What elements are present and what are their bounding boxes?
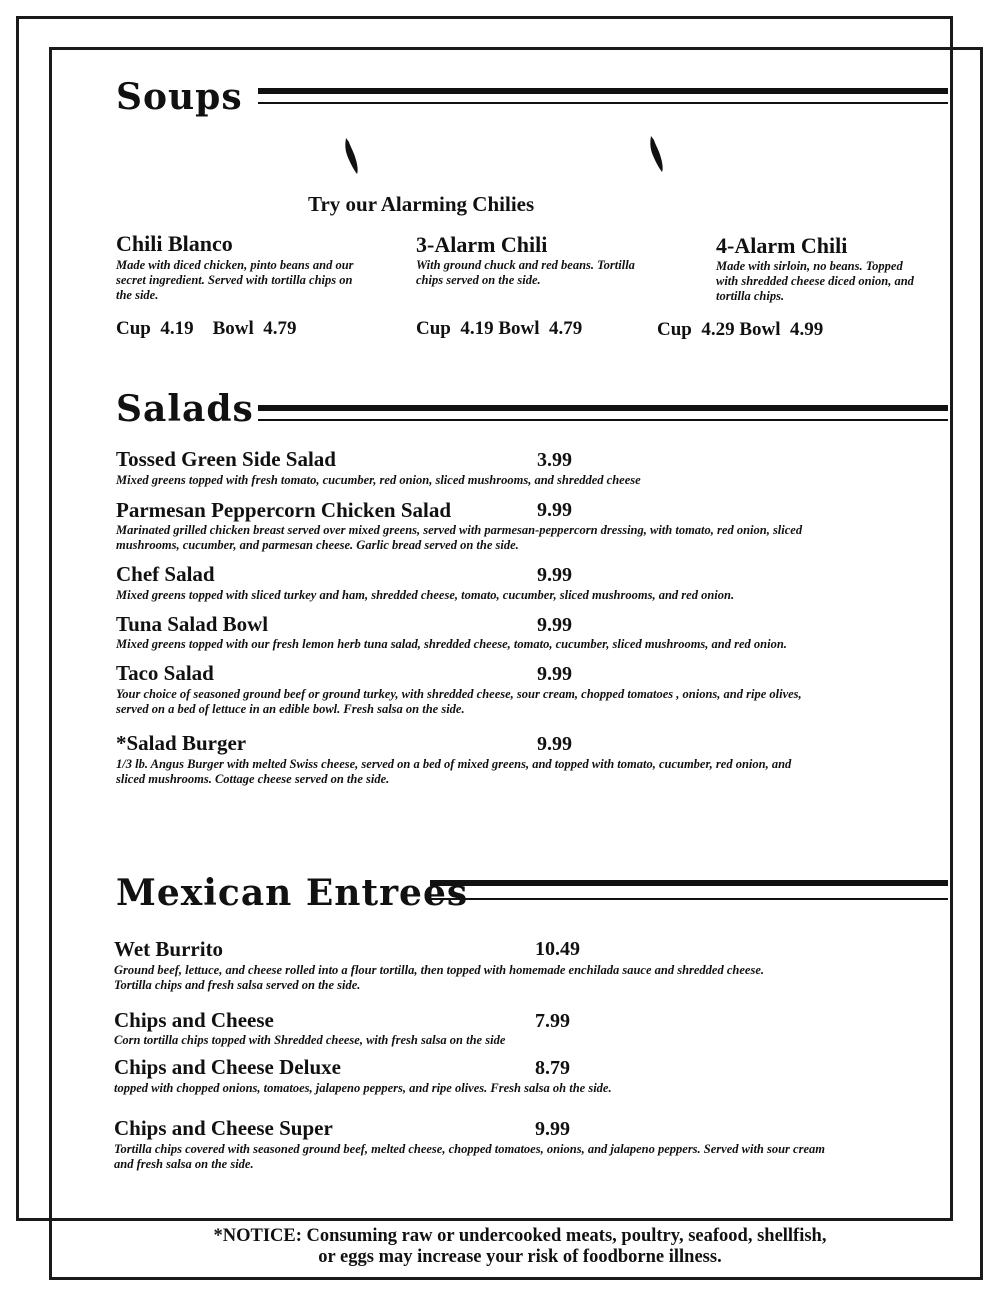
menu-item-name: Chips and Cheese Super — [114, 1116, 333, 1140]
chili-pepper-icon — [340, 136, 362, 176]
menu-item-description: Your choice of seasoned ground beef or ground turkey, with shredded cheese, sour cream, chopped tomatoes , onions, and ripe olives, served on a bed of lettuce in an edible bowl. Fresh salsa on the side. — [116, 687, 802, 716]
menu-item-description: Mixed greens topped with fresh tomato, cucumber, red onion, sliced mushrooms, and shredded cheese — [116, 473, 641, 487]
menu-item-price: 7.99 — [535, 1010, 570, 1032]
menu-item-description: Ground beef, lettuce, and cheese rolled into a flour tortilla, then topped with homemade enchilada sauce and shredded cheese. Tortilla chips and fresh salsa served on the side. — [114, 963, 764, 992]
mexican-entrees-heading: Mexican Entrees — [116, 872, 469, 914]
soups-rule-thick — [258, 88, 948, 94]
chili-pepper-icon — [645, 134, 667, 174]
menu-item-price: 3.99 — [537, 449, 572, 471]
menu-item-description: Made with diced chicken, pinto beans and our secret ingredient. Served with tortilla chips on the side. — [116, 258, 354, 302]
menu-item-price: 9.99 — [537, 499, 572, 521]
menu-item-description: Tortilla chips covered with seasoned ground beef, melted cheese, chopped tomatoes, onions, and jalapeno peppers. Served with sour cream and fresh salsa on the side. — [114, 1142, 825, 1171]
menu-item-name: Chili Blanco — [116, 231, 233, 256]
menu-item-name: Chips and Cheese Deluxe — [114, 1055, 341, 1079]
menu-item-price: Cup 4.29 Bowl 4.99 — [657, 319, 824, 340]
salads-rule-thin — [258, 419, 948, 421]
soups-heading: Soups — [116, 76, 243, 118]
menu-item-price: 9.99 — [537, 663, 572, 685]
menu-item-name: Tossed Green Side Salad — [116, 447, 336, 471]
menu-item-name: Chips and Cheese — [114, 1008, 274, 1032]
notice-line-2: or eggs may increase your risk of foodborne illness. — [318, 1247, 722, 1267]
menu-item-price: 9.99 — [537, 614, 572, 636]
soups-rule-thin — [258, 102, 948, 104]
menu-item-name: Parmesan Peppercorn Chicken Salad — [116, 498, 452, 522]
menu-item-price: 9.99 — [535, 1118, 570, 1140]
mexican-rule-thick — [430, 880, 948, 886]
menu-item-price: 8.79 — [535, 1057, 570, 1079]
menu-item-name: 3-Alarm Chili — [416, 232, 548, 257]
menu-item-name: Chef Salad — [116, 562, 215, 586]
menu-item-price: 10.49 — [535, 938, 580, 960]
menu-item-price: 9.99 — [537, 564, 572, 586]
menu-item-name: 4-Alarm Chili — [716, 233, 848, 258]
menu-item-name: Taco Salad — [116, 661, 214, 685]
chili-promo-text: Try our Alarming Chilies — [308, 192, 535, 216]
menu-item-description: Mixed greens topped with our fresh lemon herb tuna salad, shredded cheese, tomato, cucumber, sliced mushrooms, and red onion. — [116, 637, 787, 651]
menu-item-name: Wet Burrito — [114, 937, 224, 961]
salads-rule-thick — [258, 405, 948, 411]
menu-item-price: Cup 4.19 Bowl 4.79 — [416, 318, 583, 339]
notice-line-1: *NOTICE: Consuming raw or undercooked meats, poultry, seafood, shellfish, — [213, 1226, 827, 1246]
menu-item-description: Made with sirloin, no beans. Topped with shredded cheese diced onion, and tortilla chips. — [716, 259, 914, 303]
menu-item-name: *Salad Burger — [116, 731, 247, 755]
menu-item-description: topped with chopped onions, tomatoes, jalapeno peppers, and ripe olives. Fresh salsa oh the side. — [114, 1081, 612, 1095]
menu-item-name: Tuna Salad Bowl — [116, 612, 269, 636]
mexican-rule-thin — [430, 898, 948, 900]
menu-item-description: Marinated grilled chicken breast served over mixed greens, served with parmesan-peppercorn dressing, with tomato, red onion, sliced mushrooms, cucumber, and parmesan cheese. Garlic bread served on the side. — [116, 523, 803, 552]
menu-item-description: 1/3 lb. Angus Burger with melted Swiss cheese, served on a bed of mixed greens, and topped with tomato, cucumber, red onion, and sliced mushrooms. Cottage cheese served on the side. — [116, 757, 792, 786]
salads-heading: Salads — [116, 388, 254, 430]
menu-item-description: Mixed greens topped with sliced turkey and ham, shredded cheese, tomato, cucumber, sliced mushrooms, and red onion. — [116, 588, 735, 602]
menu-item-description: With ground chuck and red beans. Tortilla chips served on the side. — [416, 258, 635, 287]
food-safety-notice — [120, 1226, 920, 1268]
menu-item-price: Cup 4.19 Bowl 4.79 — [116, 318, 297, 339]
menu-item-price: 9.99 — [537, 733, 572, 755]
menu-item-description: Corn tortilla chips topped with Shredded cheese, with fresh salsa on the side — [114, 1033, 506, 1047]
